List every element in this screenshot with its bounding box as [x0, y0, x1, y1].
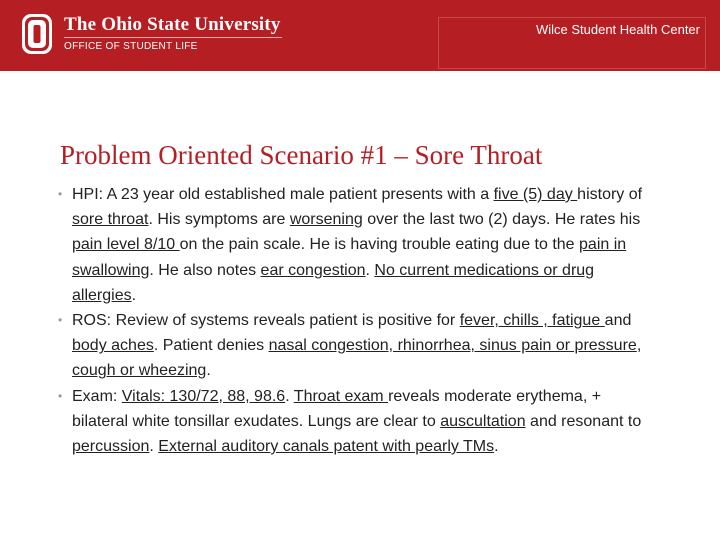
bullet-text: on the pain scale. He is having trouble eating due to the: [179, 236, 580, 254]
underlined-text: Throat exam: [293, 387, 389, 405]
underlined-text: pain in swallowing: [72, 236, 627, 279]
header-divider: [64, 37, 282, 38]
bullet-text: .: [131, 286, 137, 304]
block-o-logo-icon: [22, 14, 52, 54]
underlined-text: worsening: [289, 211, 363, 229]
bullet-text: . His symptoms are: [148, 211, 290, 229]
underlined-text: nasal congestion, rhinorrhea, sinus pain or pressure: [268, 337, 637, 355]
bullet-text: and resonant to: [525, 412, 642, 430]
bullet-text: .: [149, 438, 159, 456]
underlined-text: sore throat: [72, 211, 149, 229]
underlined-text: External auditory canals patent with pearly TMs: [158, 438, 495, 456]
bullet-text: ROS: Review of systems reveals patient is positive for: [72, 312, 460, 330]
bullet-item: [58, 384, 648, 460]
health-center-name: Wilce Student Health Center: [535, 22, 700, 37]
bullet-text: .: [285, 387, 294, 405]
bullet-dot-icon: •: [58, 187, 63, 201]
bullet-text: and: [604, 312, 632, 330]
underlined-text: auscultation: [440, 412, 526, 430]
bullet-dot-icon: •: [58, 313, 63, 328]
bullet-list: [58, 182, 648, 459]
underlined-text: cough or wheezing: [72, 362, 207, 380]
office-name: OFFICE OF STUDENT LIFE: [64, 41, 198, 52]
bullet-text: .: [365, 261, 375, 279]
underlined-text: pain level 8/10: [72, 236, 180, 254]
underlined-text: body aches: [72, 337, 154, 355]
bullet-text: reveals moderate erythema, + bilateral white tonsillar exudates. Lungs are clear to: [72, 387, 602, 430]
underlined-text: five (5) day: [493, 186, 578, 203]
bullet-text: .: [494, 438, 499, 456]
underlined-text: Vitals: 130/72, 88, 98.6: [121, 387, 286, 405]
bullet-text: history of: [577, 186, 643, 203]
bullet-text: over the last two (2) days. He rates his: [362, 211, 641, 229]
university-name: The Ohio State University: [64, 14, 281, 35]
bullet-text: . Patient denies: [153, 337, 269, 355]
underlined-text: percussion: [72, 438, 150, 456]
underlined-text: ear congestion: [260, 261, 366, 279]
underlined-text: No current medications or drug allergies: [72, 261, 595, 304]
slide-title: Problem Oriented Scenario #1 – Sore Throat: [60, 140, 543, 170]
bullet-text: ,: [636, 337, 642, 355]
bullet-item: [58, 182, 648, 308]
header-banner: [0, 0, 720, 71]
bullet-text: Exam:: [72, 387, 122, 405]
bullet-text: .: [206, 362, 211, 380]
bullet-item: [58, 308, 648, 384]
underlined-text: fever, chills , fatigue: [459, 312, 605, 330]
bullet-dot-icon: •: [58, 388, 63, 403]
bullet-text: . He also notes: [149, 261, 261, 279]
bullet-text: HPI: A 23 year old established male patient presents with a: [72, 186, 494, 203]
